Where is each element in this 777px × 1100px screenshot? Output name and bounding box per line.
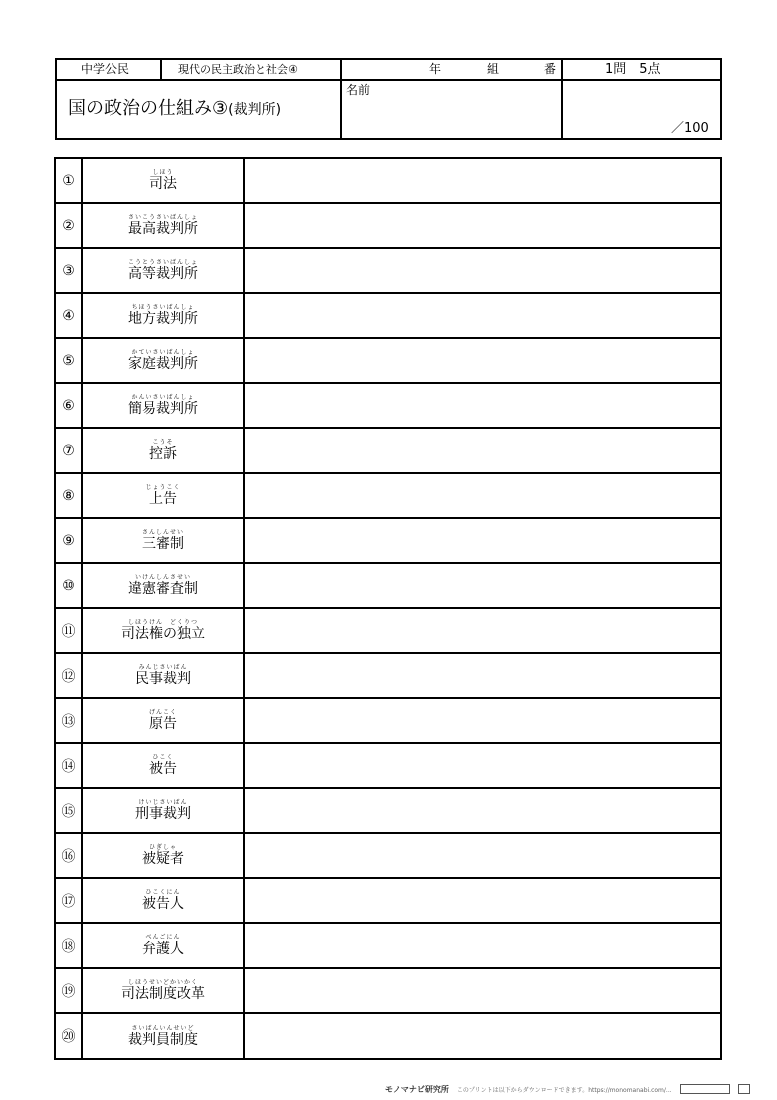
table-row xyxy=(56,384,720,429)
grade-label: 年 xyxy=(429,62,442,76)
term-cell xyxy=(83,519,245,562)
total-score-label: ／100 xyxy=(671,121,709,136)
term-label: 裁判員制度 xyxy=(128,1031,198,1048)
table-row xyxy=(56,969,720,1014)
table-row xyxy=(56,699,720,744)
question-number: ⑩ xyxy=(56,564,83,607)
answer-field[interactable] xyxy=(245,609,720,652)
term-furigana: こうそ xyxy=(152,439,174,446)
table-row xyxy=(56,609,720,654)
term-wrap xyxy=(128,259,198,282)
question-number: ⑦ xyxy=(56,429,83,472)
term-furigana: さいばんいんせいど xyxy=(131,1024,195,1032)
term-wrap xyxy=(121,619,205,642)
answer-field[interactable] xyxy=(245,1014,720,1058)
question-number: ② xyxy=(56,204,83,247)
term-furigana: いけんしんさせい xyxy=(134,574,191,581)
footer-box xyxy=(680,1084,730,1094)
answer-field[interactable] xyxy=(245,969,720,1012)
table-row xyxy=(56,339,720,384)
answer-field[interactable] xyxy=(245,384,720,427)
term-furigana: じょうこく xyxy=(145,484,181,491)
table-row xyxy=(56,159,720,204)
answer-field[interactable] xyxy=(245,294,720,337)
download-note: このプリントは以下からダウンロードできます。https://monomanabi.com/... xyxy=(456,1086,672,1094)
term-label: 違憲審査制 xyxy=(128,581,198,597)
term-cell xyxy=(83,834,245,877)
answer-field[interactable] xyxy=(245,789,720,832)
term-furigana: べんごにん xyxy=(145,934,181,941)
answer-field[interactable] xyxy=(245,564,720,607)
term-label: 被告人 xyxy=(142,896,184,912)
question-number: ⑱ xyxy=(56,924,83,967)
header-divider xyxy=(561,60,563,140)
term-wrap xyxy=(128,214,198,237)
term-label: 司法権の独立 xyxy=(121,626,205,642)
table-row xyxy=(56,249,720,294)
term-wrap xyxy=(142,889,184,912)
question-number: ⑨ xyxy=(56,519,83,562)
name-field[interactable] xyxy=(346,96,556,136)
question-number: ⑮ xyxy=(56,789,83,832)
answer-field[interactable] xyxy=(245,249,720,292)
worksheet-title xyxy=(68,100,281,118)
term-label: 地方裁判所 xyxy=(128,311,198,327)
term-cell xyxy=(83,654,245,697)
subject-label: 中学公民 xyxy=(81,62,130,76)
term-wrap xyxy=(142,844,184,867)
answer-field[interactable] xyxy=(245,834,720,877)
term-wrap xyxy=(128,349,198,372)
title-sub: (裁判所) xyxy=(228,102,282,118)
question-number: ⑲ xyxy=(56,969,83,1012)
table-row xyxy=(56,294,720,339)
question-number: ⑧ xyxy=(56,474,83,517)
term-furigana: かていさいばんしょ xyxy=(131,349,195,356)
question-number: ⑭ xyxy=(56,744,83,787)
question-number: ⑰ xyxy=(56,879,83,922)
term-label: 控訴 xyxy=(149,446,177,462)
question-number: ⑤ xyxy=(56,339,83,382)
term-furigana: げんこく xyxy=(148,709,177,716)
term-wrap xyxy=(128,394,198,417)
term-cell xyxy=(83,609,245,652)
term-furigana: しほうせいどかいかく xyxy=(127,979,198,986)
term-cell xyxy=(83,474,245,517)
term-wrap xyxy=(128,1025,198,1048)
term-label: 刑事裁判 xyxy=(135,806,191,822)
term-cell xyxy=(83,249,245,292)
answer-field[interactable] xyxy=(245,474,720,517)
term-label: 上告 xyxy=(148,491,177,507)
answer-field[interactable] xyxy=(245,429,720,472)
answer-field[interactable] xyxy=(245,339,720,382)
class-label: 組 xyxy=(487,62,500,76)
term-furigana: みんじさいばん xyxy=(138,664,188,671)
title-main: 国の政治の仕組み③ xyxy=(68,98,229,119)
term-wrap xyxy=(149,439,177,462)
term-label: 被告 xyxy=(149,761,177,777)
question-number: ④ xyxy=(56,294,83,337)
term-cell xyxy=(83,744,245,787)
answer-field[interactable] xyxy=(245,204,720,247)
term-furigana: ひぎしゃ xyxy=(148,844,177,851)
term-label: 家庭裁判所 xyxy=(128,356,198,372)
term-cell xyxy=(83,1014,245,1058)
question-number: ① xyxy=(56,159,83,202)
table-row xyxy=(56,474,720,519)
question-number: ③ xyxy=(56,249,83,292)
term-wrap xyxy=(128,574,198,597)
unit-label: 現代の民主政治と社会④ xyxy=(178,63,298,76)
footer-box xyxy=(738,1084,750,1094)
table-row xyxy=(56,654,720,699)
table-row xyxy=(56,744,720,789)
header-divider xyxy=(340,60,342,140)
question-number: ⑫ xyxy=(56,654,83,697)
term-furigana: こうとうさいばんしょ xyxy=(127,259,198,266)
worksheet-header xyxy=(55,58,722,140)
table-row xyxy=(56,429,720,474)
question-number: ⑬ xyxy=(56,699,83,742)
answer-field[interactable] xyxy=(245,519,720,562)
table-row xyxy=(56,834,720,879)
term-cell xyxy=(83,429,245,472)
term-cell xyxy=(83,294,245,337)
header-divider xyxy=(160,60,162,79)
question-number: ⑥ xyxy=(56,384,83,427)
question-number: ⑳ xyxy=(56,1014,83,1058)
question-table xyxy=(54,157,722,1060)
question-number: ⑪ xyxy=(56,609,83,652)
term-wrap xyxy=(145,484,180,507)
header-divider xyxy=(57,79,561,81)
term-label: 最高裁判所 xyxy=(127,221,198,237)
term-cell xyxy=(83,879,245,922)
answer-field[interactable] xyxy=(245,159,720,202)
term-cell xyxy=(83,564,245,607)
term-wrap xyxy=(142,934,184,957)
answer-field[interactable] xyxy=(245,924,720,967)
table-row xyxy=(56,789,720,834)
answer-field[interactable] xyxy=(245,744,720,787)
term-label: 高等裁判所 xyxy=(127,266,198,282)
term-cell xyxy=(83,789,245,832)
term-furigana: しほう xyxy=(152,169,174,176)
term-label: 弁護人 xyxy=(142,941,184,957)
header-divider xyxy=(561,79,722,81)
answer-field[interactable] xyxy=(245,654,720,697)
term-furigana: けいじさいばん xyxy=(138,799,188,806)
answer-field[interactable] xyxy=(245,879,720,922)
number-label: 番 xyxy=(544,62,557,76)
term-wrap xyxy=(149,754,177,777)
term-furigana: ひこく xyxy=(152,754,174,761)
footer xyxy=(385,1082,770,1096)
term-cell xyxy=(83,699,245,742)
term-wrap xyxy=(142,529,184,552)
term-cell xyxy=(83,969,245,1012)
answer-field[interactable] xyxy=(245,699,720,742)
term-cell xyxy=(83,159,245,202)
table-row xyxy=(56,1014,720,1058)
scoring-label: 1問 5点 xyxy=(605,62,661,77)
table-row xyxy=(56,204,720,249)
term-furigana: ちほうさいばんしょ xyxy=(131,304,195,311)
table-row xyxy=(56,924,720,969)
term-label: 三審制 xyxy=(141,536,184,552)
term-wrap xyxy=(149,169,177,192)
term-label: 民事裁判 xyxy=(135,671,191,687)
term-wrap xyxy=(135,799,191,822)
table-row xyxy=(56,564,720,609)
term-furigana: さいこうさいばんしょ xyxy=(127,214,198,221)
term-label: 原告 xyxy=(148,716,177,732)
term-label: 被疑者 xyxy=(142,851,184,867)
term-furigana: しほうけん どくりつ xyxy=(127,619,198,626)
term-label: 司法 xyxy=(149,176,177,192)
term-cell xyxy=(83,924,245,967)
table-row xyxy=(56,879,720,924)
name-label: 名前 xyxy=(346,83,371,97)
term-furigana: ひこくにん xyxy=(145,889,181,896)
term-label: 簡易裁判所 xyxy=(128,401,198,417)
term-cell xyxy=(83,204,245,247)
term-furigana: さんしんせい xyxy=(141,529,184,536)
term-wrap xyxy=(128,304,198,327)
table-row xyxy=(56,519,720,564)
term-wrap xyxy=(135,664,191,687)
term-cell xyxy=(83,384,245,427)
term-label: 司法制度改革 xyxy=(121,986,205,1002)
question-number: ⑯ xyxy=(56,834,83,877)
term-furigana: かんいさいばんしょ xyxy=(131,394,195,401)
term-wrap xyxy=(121,979,205,1002)
term-cell xyxy=(83,339,245,382)
term-wrap xyxy=(149,709,177,732)
brand-logo: モノマナビ研究所 xyxy=(385,1084,449,1094)
